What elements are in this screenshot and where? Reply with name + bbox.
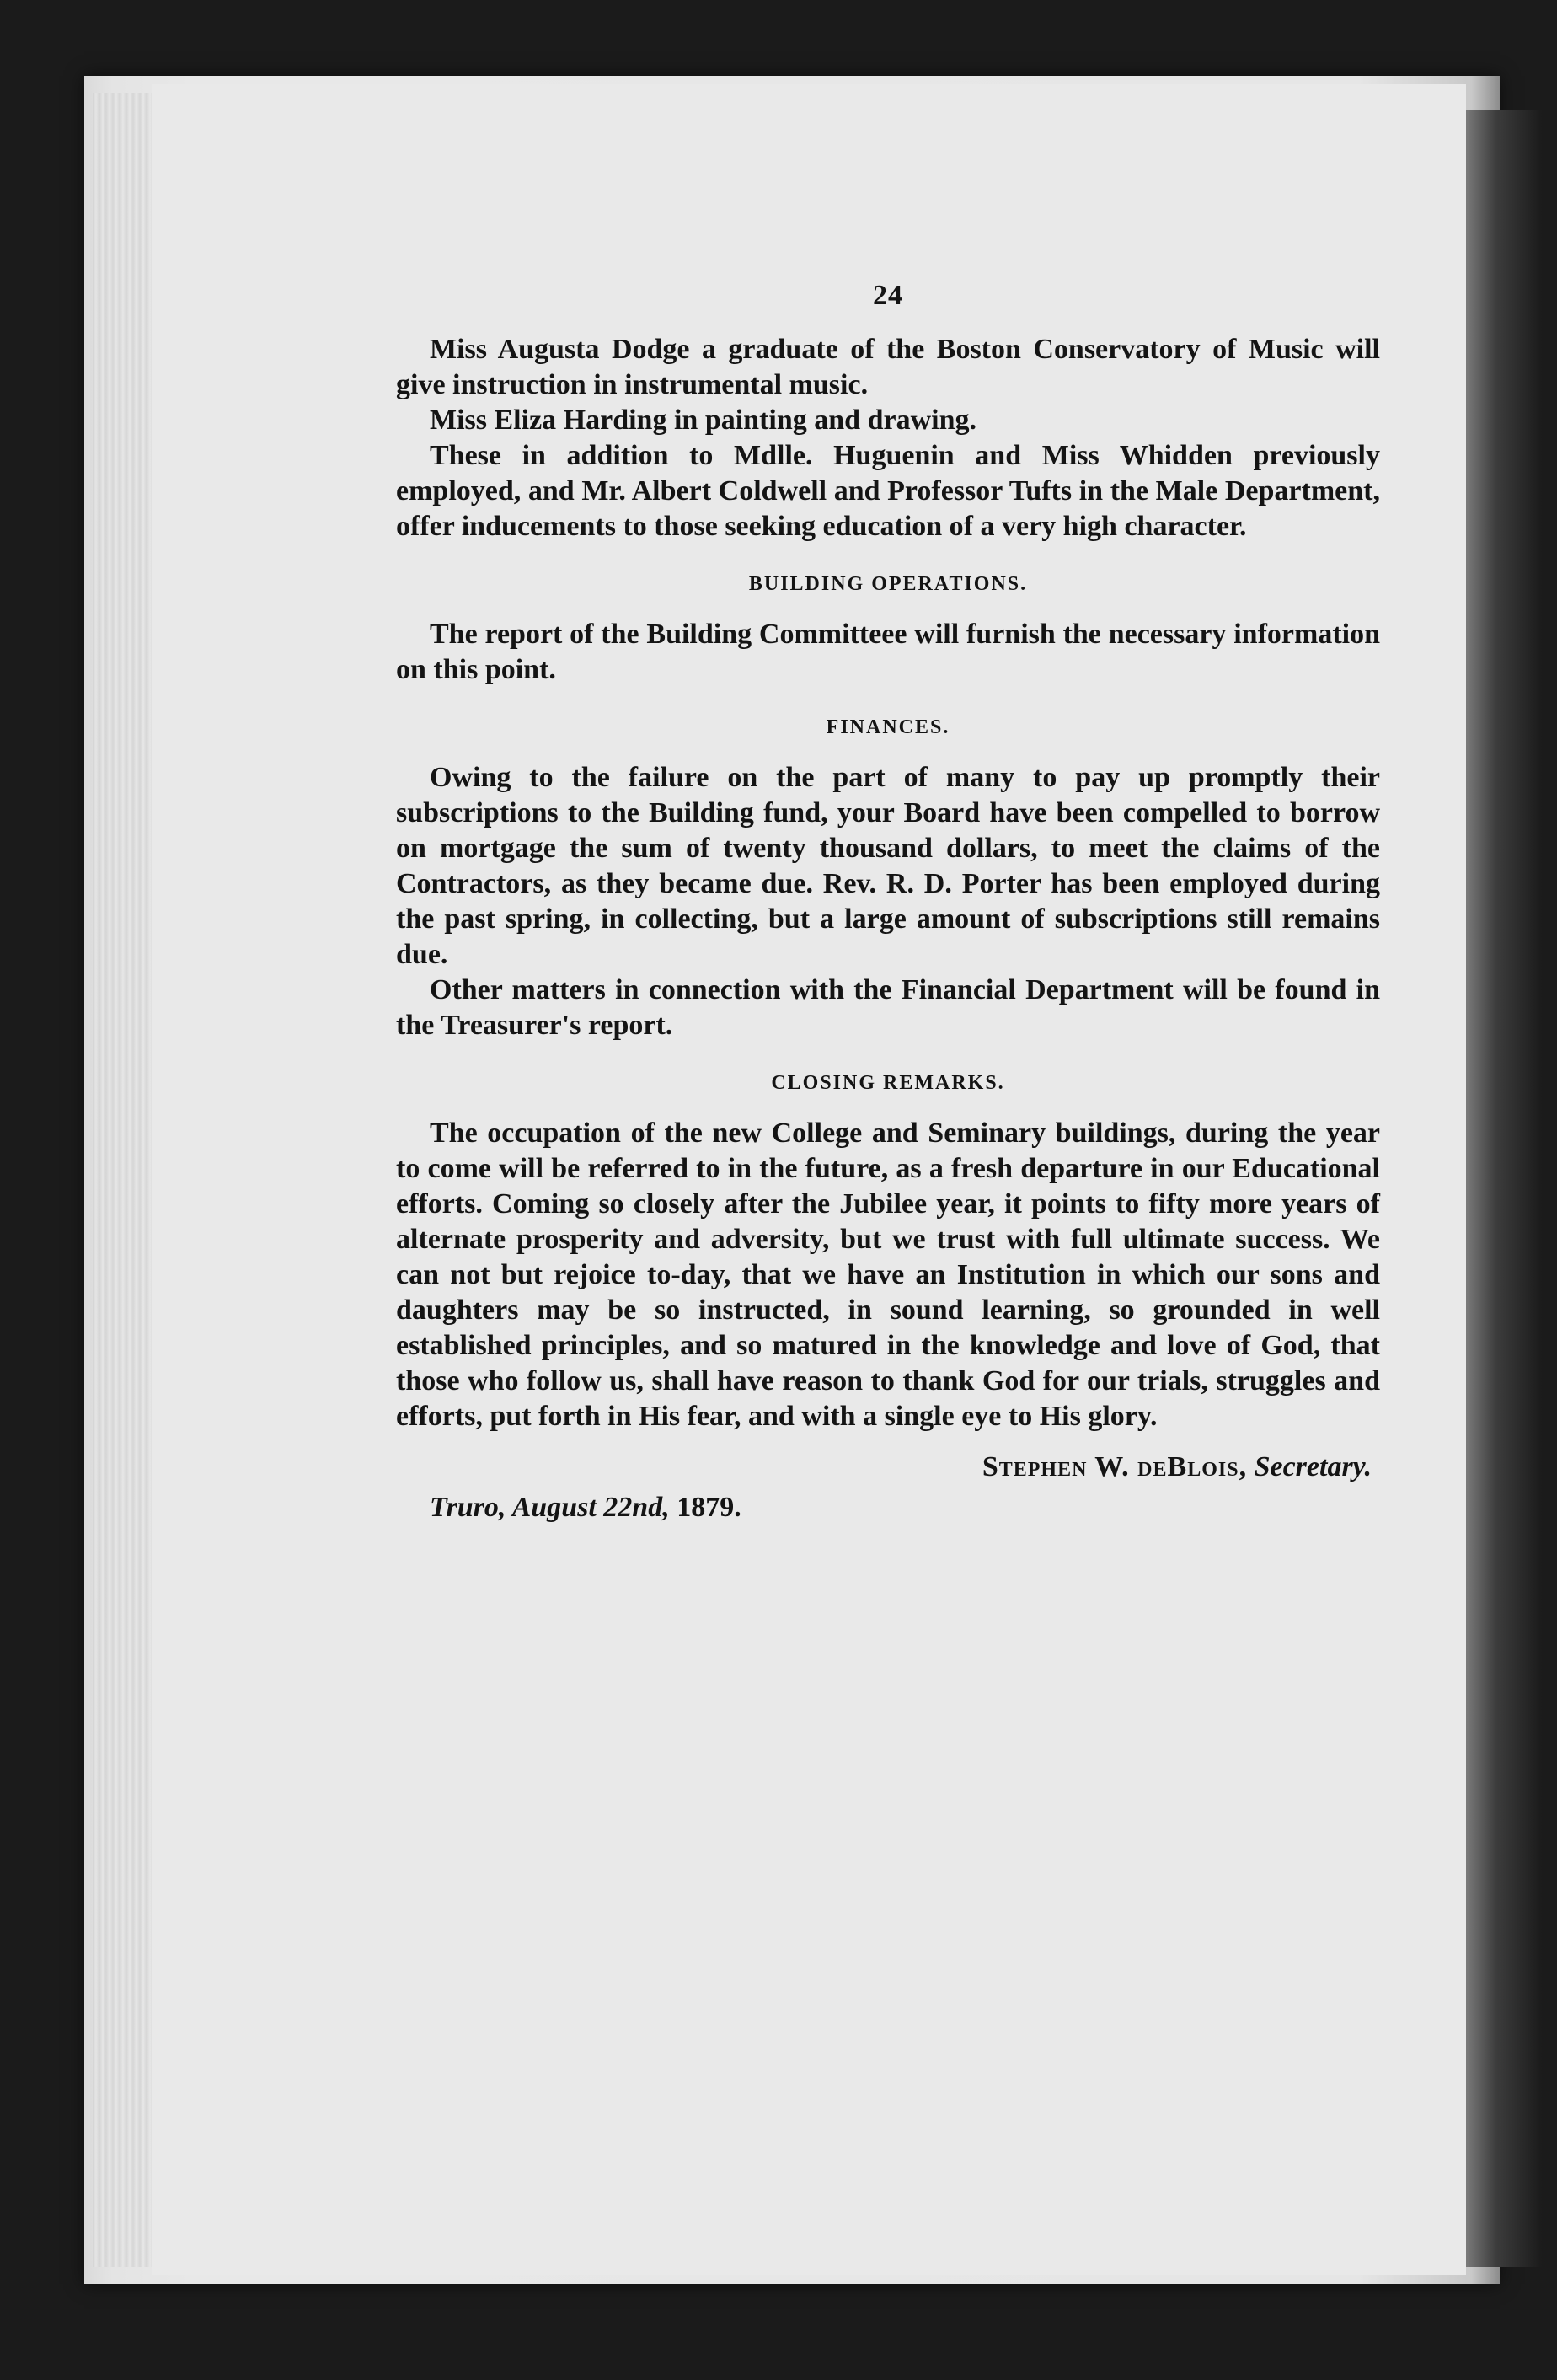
binding-shadow xyxy=(1466,110,1542,2267)
heading-closing-remarks: CLOSING REMARKS. xyxy=(771,1072,1005,1094)
paragraph-closing: The occupation of the new College and Seminary buildings, during the year to come will be referred to in the future, as a fresh departure in our Educational efforts. Coming so closely after the Jubilee year, it points to fifty more years of alternate prosperity and adversity, but we trust with full ultimate success. We can not but rejoice to-day, that we have an Institution in which our sons and daughters may be so instructed, in sound learning, so grounded in well established principles, and so matured in the knowledge and love of God, that those who follow us, shall have reason to thank God for our trials, struggles and efforts, put forth in His fear, and with a single eye to His glory. xyxy=(396,1118,1380,1432)
signature-name: Stephen W. deBlois, xyxy=(982,1451,1248,1482)
signature xyxy=(396,1450,1372,1485)
paragraph-building: The report of the Building Committeee will furnish the necessary information on this point. xyxy=(396,619,1380,685)
page-number: 24 xyxy=(873,280,903,311)
dateline-place-date: Truro, August 22nd, xyxy=(430,1492,670,1523)
page-content xyxy=(396,278,1380,1525)
paragraph-finances-2: Other matters in connection with the Financial Department will be found in the Treasurer's report. xyxy=(396,974,1380,1041)
paragraph-staff: These in addition to Mdlle. Huguenin and Miss Whidden previously employed, and Mr. Albert Coldwell and Professor Tufts in the Male Department, offer inducements to those seeking education of a very high character. xyxy=(396,440,1380,542)
paragraph-finances-1: Owing to the failure on the part of many to pay up promptly their subscriptions to the Building fund, your Board have been compelled to borrow on mortgage the sum of twenty thousand dollars, to meet the claims of the Contractors, as they became due. Rev. R. D. Porter has been employed during the past spring, in collecting, but a large amount of subscriptions still remains due. xyxy=(396,762,1380,970)
heading-finances: FINANCES. xyxy=(826,716,950,738)
dateline-year: 1879. xyxy=(677,1492,741,1523)
dateline xyxy=(430,1490,1380,1525)
paragraph-dodge: Miss Augusta Dodge a graduate of the Boston Conservatory of Music will give instruction in instrumental music. xyxy=(396,334,1380,400)
heading-building-operations: BUILDING OPERATIONS. xyxy=(748,573,1028,595)
paragraph-harding: Miss Eliza Harding in painting and drawing. xyxy=(430,405,976,436)
signature-title: Secretary. xyxy=(1254,1451,1372,1482)
